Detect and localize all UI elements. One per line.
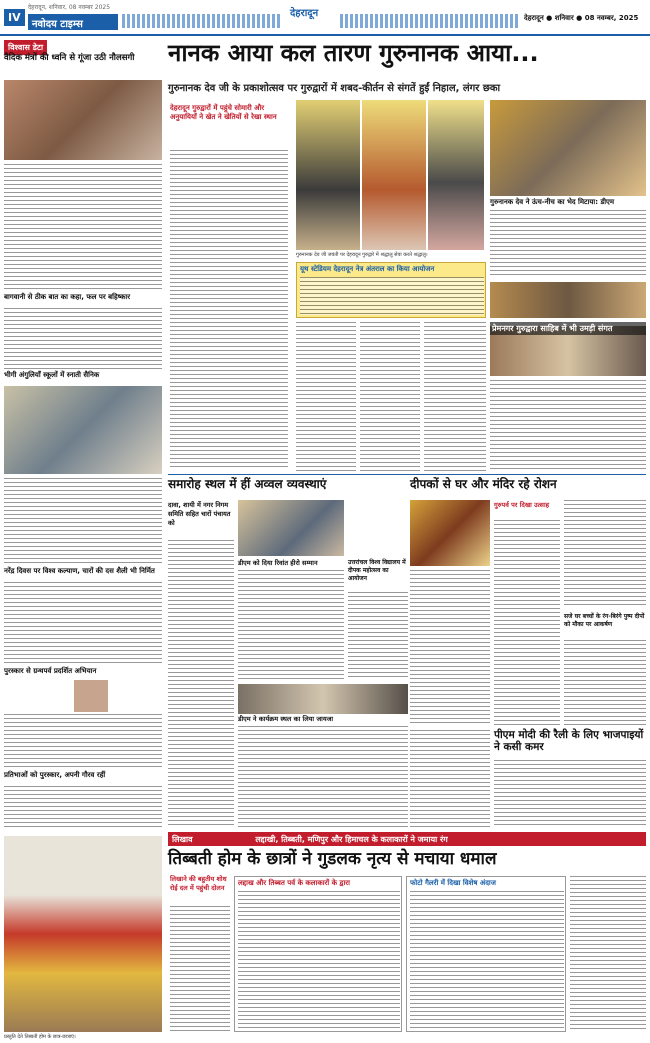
dateline: देहरादून ● शनिवार ● 08 नवम्बर, 2025 (524, 14, 639, 22)
left-headline-3: भीगी अंगुलियाँ स्कूलों में स्नाती सैनिक (4, 371, 100, 379)
youth-box-text (300, 277, 484, 315)
bottom-box-2-text (410, 891, 564, 1029)
lead-body-1 (296, 322, 356, 472)
middle-text-2 (238, 570, 344, 680)
masthead (0, 0, 650, 36)
dancer-photo (4, 836, 162, 1032)
bottom-box-2 (406, 876, 566, 1032)
bottom-box-2-title: फोटो गैलरी में दिखा विशेष अंदाज (410, 879, 496, 887)
left-text-6 (4, 786, 162, 830)
bottom-box-1 (234, 876, 402, 1032)
middle-headline-right: दीपकों से घर और मंदिर रहे रोशन (410, 477, 557, 491)
lead-photo-1 (296, 100, 360, 250)
bottom-headline: तिब्बती होम के छात्रों ने गुडलक नृत्य से मचाया धमाल (168, 849, 497, 869)
youth-box-title: यूथ स्टेडियम देहरादून नेत्र अंतराल का किया आयोजन (300, 265, 435, 273)
left-text-4 (4, 582, 162, 666)
middle-text-9 (410, 730, 490, 828)
lead-photo-3 (428, 100, 484, 250)
bottom-text-right (570, 876, 646, 1032)
middle-card3: उत्तरांचल विश्व विद्यालय में दीपक महोत्सव का आयोजन (348, 559, 406, 582)
bottom-strap (168, 832, 646, 846)
middle-card5-title: गुरुपर्व पर दिखा उत्साह (494, 501, 550, 509)
lead-photo-2 (362, 100, 426, 250)
left-headline-6: प्रतिभाओं को पुरस्कार, अपनी गौरव रहीं (4, 771, 106, 779)
left-text-1 (4, 164, 162, 292)
middle-text-5 (410, 570, 490, 726)
lead-body-2 (360, 322, 420, 472)
lead-photo-caption: गुरुनानक देव जी जयंती पर देहरादून गुरुद्वारे में श्रद्धालु सेवा करते श्रद्धालु। (296, 252, 428, 258)
left-headline-4: नरेंद्र दिवस पर विश्व कल्याण, चारों की दस शैली भी निर्मित (4, 567, 155, 575)
bottom-box-1-text (238, 891, 400, 1029)
rule-mid (168, 474, 646, 475)
middle-card2: डीएम को दिया रिवांत हीरो सम्मान (238, 559, 318, 567)
left-text-3 (4, 478, 162, 564)
middle-card4: डीएम ने कार्यक्रम स्थल का लिया जायजा (238, 715, 334, 723)
left-column (4, 40, 162, 830)
lead-sidebar-text (170, 150, 288, 470)
lead-right-photo (490, 100, 646, 196)
left-kicker: विश्वास डेटा (4, 40, 47, 55)
left-headline-5: पुरस्कार से ग्रन्थपर्व प्रदर्शित अभियान (4, 667, 97, 675)
middle-photo-2 (238, 684, 408, 714)
lead-body-3 (424, 322, 486, 472)
middle-text-4 (238, 726, 408, 828)
pm-rally-headline: पीएम मोदी की रैली के लिए भाजपाइयों ने कसी कमर (494, 729, 644, 753)
premnagar-text (490, 380, 646, 472)
premnagar-title: प्रेमनगर गुरुद्वारा साहिब में भी उमड़ी संगत (490, 322, 646, 335)
lead-headline: नानक आया कल तारण गुरुनानक आया... (168, 39, 539, 67)
lead-sidebar-title: देहरादून गुरुद्वारों में पहुंचे सोमारी और अनुयायियों ने खेत ने खेतियों से रेखा स्थान (170, 104, 277, 121)
middle-card7: सजे घर बच्चों के रंग-बिरंगे पुष्प दीपों को मौका पर आकर्षण (564, 613, 645, 628)
left-headline-2: बागवानी से ठीक बात का कहा, फल पर बहिष्कार (4, 293, 131, 301)
bottom-box-1-title: लद्दाख और तिब्बत पर्व के कलाकारों के द्वारा (238, 879, 350, 887)
decor-strip-left (122, 14, 282, 28)
left-text-2 (4, 308, 162, 370)
middle-headline-left: समारोह स्थल में हीं अव्वल व्यवस्थाएं (168, 477, 327, 491)
lead-right-text (490, 210, 646, 278)
middle-photo-1 (238, 500, 344, 556)
youth-box (296, 262, 486, 318)
bottom-label: लिखाव (172, 835, 193, 844)
bottom-strap-text: लद्दाखी, तिब्बती, मणिपुर और हिमाचल के कलाकारों ने जमाया रंग (255, 835, 448, 844)
middle-card-title: दावा, शायी में नगर निगम समिति सहित चारों पंचायत को (168, 501, 231, 527)
middle-text-1 (168, 540, 234, 828)
page-number: IV (4, 9, 25, 26)
city-name: देहरादून (290, 8, 319, 19)
bottom-sub-left: लिखाने की बहुतीय शोध रोई दल में पहुंची दोलन (170, 875, 227, 892)
bottom-text-1 (170, 906, 230, 1032)
left-portrait (74, 680, 108, 712)
middle-text-3 (348, 592, 408, 680)
dancer-caption: प्रस्तुति देते तिब्बती होम के छात्र-छात्राएं। (4, 1034, 76, 1040)
left-text-5 (4, 714, 162, 770)
middle-text-8 (564, 640, 646, 726)
decor-strip-right (340, 14, 520, 28)
lead-right-photo-2 (490, 282, 646, 318)
left-photo-1 (4, 80, 162, 160)
middle-text-10 (494, 760, 646, 828)
lead-right-title: गुरुनानक देव ने ऊंच-नीच का भेद मिटाया: डीएम (490, 198, 615, 206)
small-date: देहरादून, शनिवार, 08 नवम्बर 2025 (28, 4, 111, 11)
left-photo-2 (4, 386, 162, 474)
lead-deck: गुरुनानक देव जी के प्रकाशोत्सव पर गुरुद्वारों में शबद-कीर्तन से संगतें हुईं निहाल, लंगर छका (168, 83, 501, 94)
left-headline-1: वैदिक मंत्रों की ध्वनि से गूंजा उठी नौलसगी (4, 53, 135, 63)
diya-photo (410, 500, 490, 566)
middle-text-6 (494, 520, 560, 726)
brand-logo: नवोदय टाइम्स (28, 14, 118, 30)
middle-text-7 (564, 500, 646, 608)
